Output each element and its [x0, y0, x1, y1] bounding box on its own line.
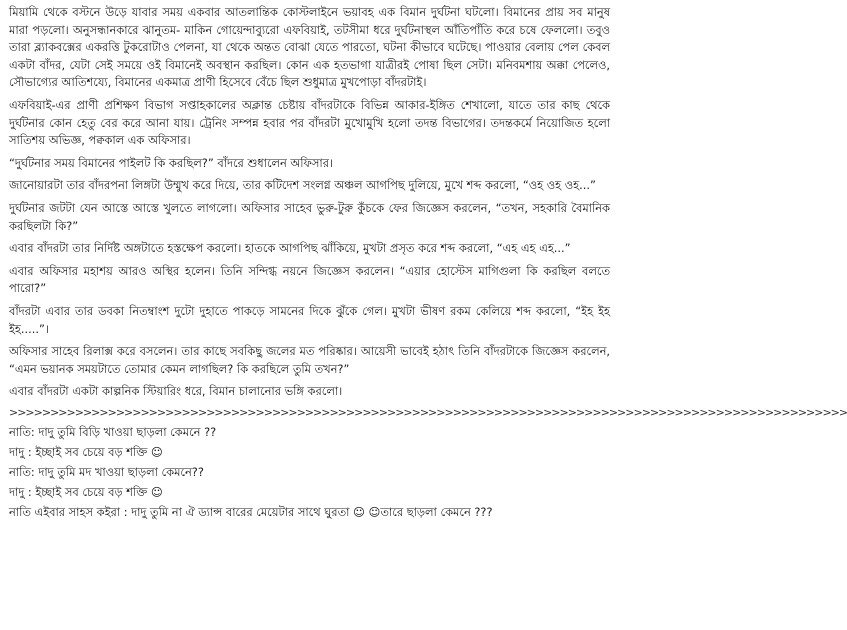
story-paragraph-5: দুর্ঘটনার জটটা যেন আস্তে আস্তে খুলতে লাগলো। অফিসার সাহেব ভুরু-টুরু কুঁচকে ফের জিজ্ঞেস করলেন, “তখন, সহকারি বৈমানিক করছিলটা কি?”	[9, 200, 610, 233]
dialogue-line-1: নাতি: দাদু তুমি বিড়ি খাওয়া ছাড়লা কেমনে ??	[9, 424, 217, 439]
story-paragraph-7: এবার অফিসার মহাশয় আরও অস্থির হলেন। তিনি সন্দিগ্ধ নয়নে জিজ্ঞেস করলেন। “এয়ার হোস্টেস মাগিগুলা কি করছিল বলতে পারো?”	[9, 263, 610, 296]
story-paragraph-9: অফিসার সাহেব রিলাক্স করে বসলেন। তার কাছে সবকিছু জলের মত পরিষ্কার। আয়েসী ভাবেই হঠাৎ তিনি বাঁদরটাকে জিজ্ঞেস করলেন, “এমন ভয়ানক সময়টাতে তোমার কেমন লাগছিল? কি করছিলে তুমি তখন?”	[9, 344, 610, 376]
section-divider: >>>>>>>>>>>>>>>>>>>>>>>>>>>>>>>>>>>>>>>>>>>>>>>>>>>>>>>>>>>>>>>>>>>>>>>>>>>>>>>>>>>>>>>>>>>>>>>>>>>>>>	[9, 405, 847, 419]
story-paragraph-2: এফবিয়াই-এর প্রাণী প্রশিক্ষণ বিভাগ সপ্তাহকালের অক্লান্ত চেষ্টায় বাঁদরটাকে বিভিন্ন আকার-ইঙ্গিত শেখালো, যাতে তার কাছ থেকে দুর্ঘটনার কোন হেতু বের করে আনা যায়। ট্রেনিং সম্পন্ন হবার পর বাঁদরটা মুখোমুখি হলো তদন্ত বিভাগের। তদন্তকর্মে নিয়োজিত হলো সাতিশয় অভিজ্ঞ, পক্বকাল এক অফিসার।	[9, 97, 610, 148]
dialogue-line-3: নাতি: দাদু তুমি মদ খাওয়া ছাড়লা কেমনে??	[9, 464, 204, 479]
story	[9, 4, 610, 401]
story-paragraph-1: মিয়ামি থেকে বস্টনে উড়ে যাবার সময় একবার আতলান্তিক কোস্টলাইনে ভয়াবহ এক বিমান দুর্ঘটনা ঘটলো। বিমানের প্রায় সব মানুষ মারা পড়লো। অনুসন্ধানকারে ঝানুতম- মাকিন গোয়েন্দাব্যুরো এফবিয়াই, তটসীমা ধরে দুর্ঘটনাস্থল আঁতিপাঁতি করে চষে ফেললো। তবুও তারা ব্ল্যাকবক্সের একরত্তি টুকরোটাও পেলনা, যা থেকে অন্তত বোঝা যেতে পারতো, ঘটনা কীভাবে ঘটেছে। পাওয়ার বেলায় পেল কেবল একটা বাঁদর, যেটা সেই সময়ে ওই বিমানেই অবস্থান করছিল। কোন এক হতভাগা যাত্রীরই পোষা ছিল সেটা। মনিবমশায় অক্কা পেলেও, সৌভাগ্যের আতিশয্যে, বিমানের একমাত্র প্রাণী হিসেবে বেঁচে ছিল শুধুমাত্র মুখপোড়া বাঁদরটাই।	[9, 5, 610, 90]
dialogue-line-5: নাতি এইবার সাহস কইরা : দাদু তুমি না ঐ ড্যান্স বারের মেয়েটার সাথে ঘুরতা ☺ ☺তারে ছাড়লা কেমনে ???	[9, 504, 493, 519]
story-paragraph-8: বাঁদরটা এবার তার ডবকা নিতম্বাংশ দুটো দুহাতে পাকড়ে সামনের দিকে ঝুঁকে গেল। মুখটা ভীষণ রকম কেলিয়ে শব্দ করলো, “ইহ ইহ ইহ.....”।	[9, 303, 610, 336]
dialogue-line-2: দাদু : ইচ্ছাই সব চেয়ে বড় শক্তি ☺	[9, 444, 163, 459]
dialogue-line-4: দাদু : ইচ্ছাই সব চেয়ে বড় শক্তি ☺	[9, 484, 163, 499]
story-paragraph-10: এবার বাঁদরটা একটা কাল্পনিক স্টিয়ারিং ধরে, বিমান চালানোর ভঙ্গি করলো।	[9, 384, 343, 399]
story-paragraph-3: “দুর্ঘটনার সময় বিমানের পাইলট কি করছিল?” বাঁদরে শুধালেন অফিসার।	[9, 155, 334, 170]
story-paragraph-4: জানোয়ারটা তার বাঁদরপনা লিঙ্গটা উম্মুখ করে দিয়ে, তার কটিদেশ সংলগ্ন অঞ্চল আগপিছ দুলিয়ে, মুখে শব্দ করলো, “ওহ ওহ ওহ...”	[9, 178, 596, 193]
story-paragraph-6: এবার বাঁদরটা তার নির্দিষ্ট অঙ্গটাতে হস্তক্ষেপ করলো। হাতকে আগপিছ ঝাঁকিয়ে, মুখটা প্রসৃত করে শব্দ করলো, “এহ এহ এহ...”	[9, 241, 571, 256]
dialogue	[9, 422, 610, 522]
